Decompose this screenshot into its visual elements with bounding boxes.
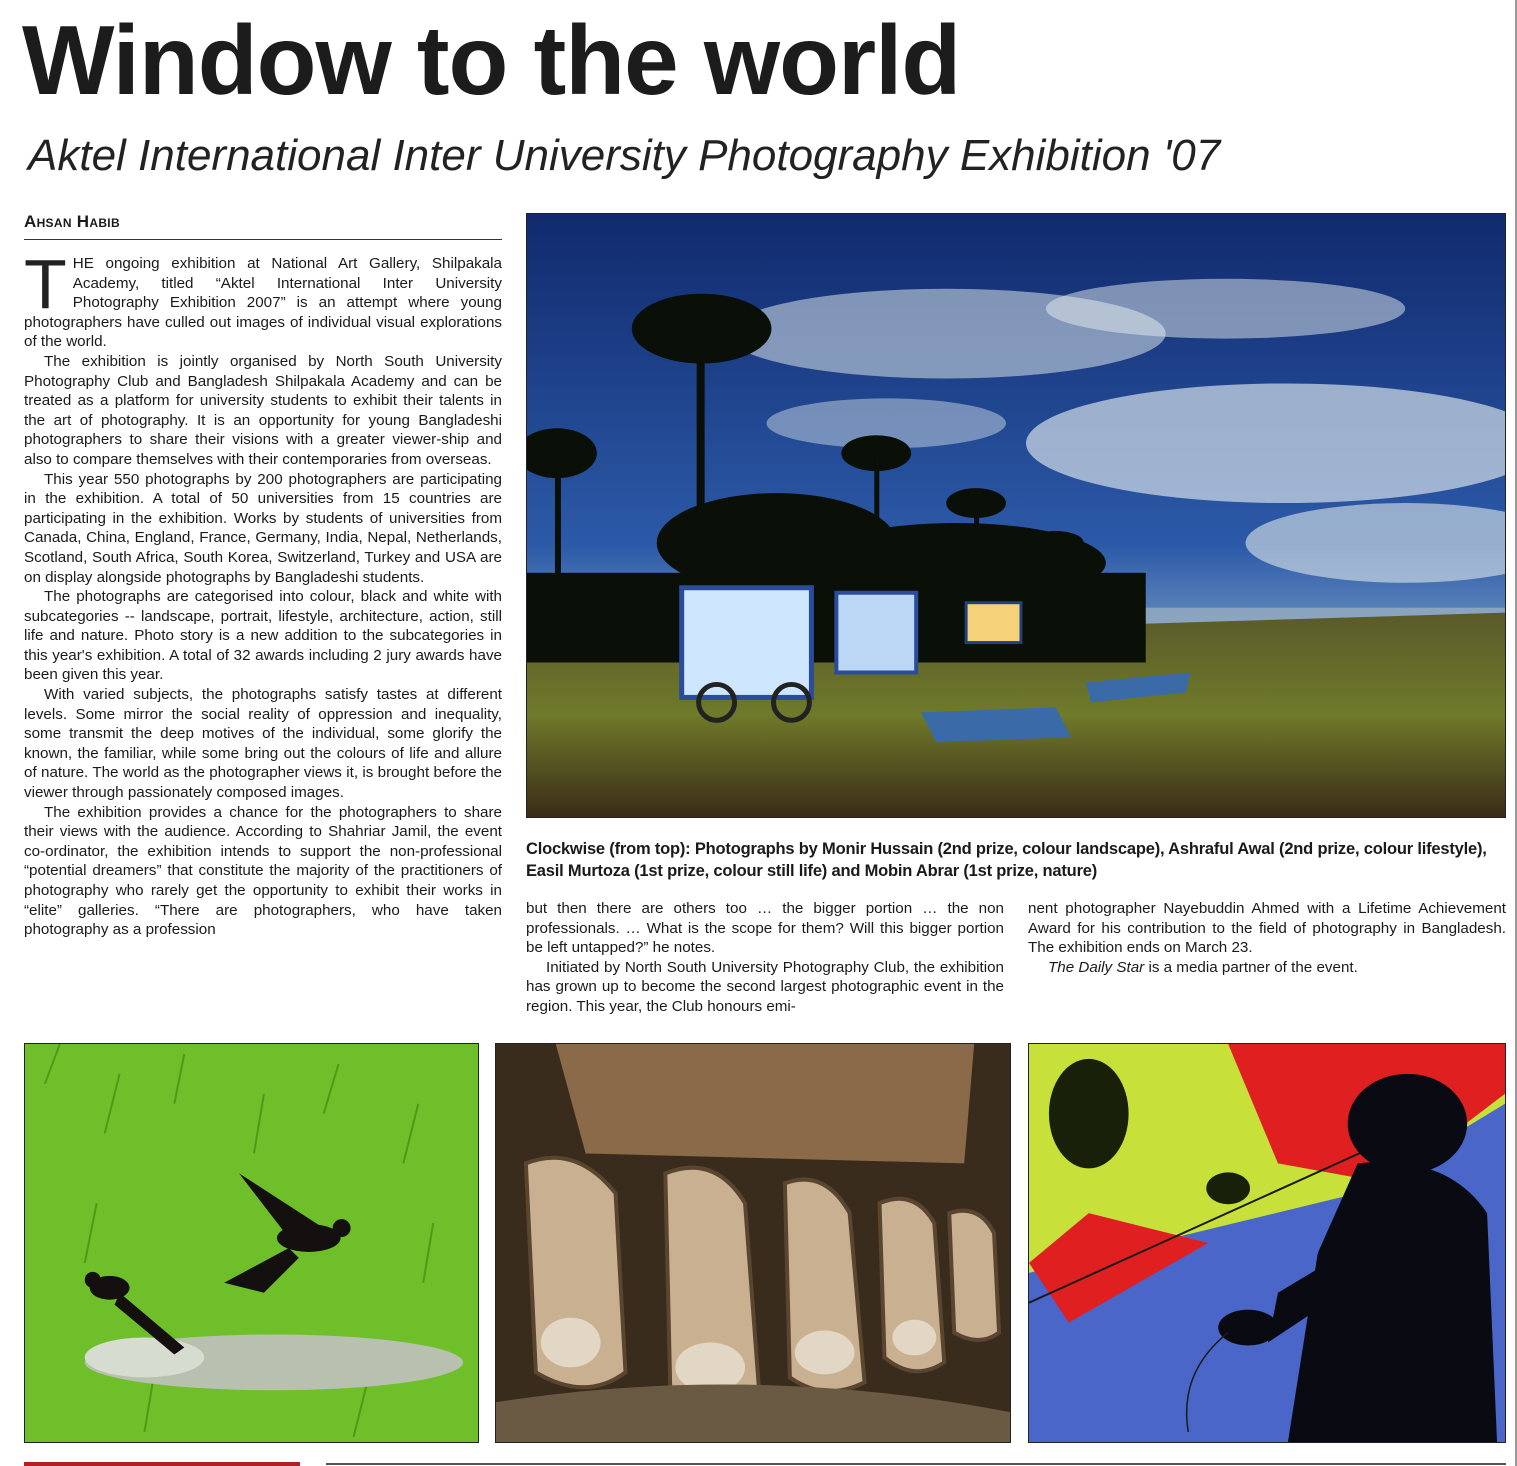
drop-cap: T bbox=[24, 254, 67, 323]
byline: Ahsan Habib bbox=[24, 212, 502, 240]
paragraph-5: With varied subjects, the photographs satisfy tastes at different levels. Some mirror the social reality of oppression and inequality, some transmit the deep motives of the individual, some glorify the known, the familiar, while some bring out the colours of life and allure of nature. The world as the photographer views it, is brought before the viewer through passionately composed images. bbox=[24, 686, 502, 802]
paragraph-1: THE ongoing exhibition at National Art Gallery, Shilpakala Academy, titled “Aktel International Inter University Photography Exhibition 2007” is an attempt where young photographers have culled out images of individual visual explorations of the world. bbox=[24, 254, 502, 351]
paragraph-7: but then there are others too … the bigger portion … the non professionals. … What is the scope for them? Will this bigger portion be left untapped?” he notes. bbox=[526, 900, 1004, 957]
subheadline: Aktel International Inter University Photography Exhibition '07 bbox=[28, 131, 1221, 180]
photo-birds-nature bbox=[24, 1043, 479, 1443]
paragraph-3: This year 550 photographs by 200 photographers are participating in the exhibition. A total of 50 universities from 15 countries are participating in the exhibition. Works by students of universities from Canada, China, England, France, Germany, India, Nepal, Netherlands, Scotland, South Africa, South Korea, Switzerland, Turkey and USA are on display alongside photographs by Bangladeshi students. bbox=[24, 470, 502, 586]
paragraph-10: The Daily Star is a media partner of the event. bbox=[1048, 958, 1358, 976]
article-column-3 bbox=[1028, 899, 1506, 989]
headline: Window to the world bbox=[22, 5, 961, 115]
paragraph-9: nent photographer Nayebuddin Ahmed with a Lifetime Achievement Award for his contribution to the field of photography in Bangladesh. The exhibition ends on March 23. bbox=[1028, 900, 1506, 957]
photo-kite-lifestyle bbox=[1028, 1043, 1506, 1443]
photo-night-beach bbox=[526, 213, 1506, 818]
photo-caption: Clockwise (from top): Photographs by Monir Hussain (2nd prize, colour landscape), Ashraful Awal (2nd prize, colour lifestyle), Easil Murtoza (1st prize, colour still life) and Mobin Abrar (1st prize, nature) bbox=[526, 840, 1487, 880]
footer-red-bar bbox=[24, 1462, 300, 1466]
photo-feet-still-life bbox=[495, 1043, 1011, 1443]
article-column-2 bbox=[526, 899, 1004, 1024]
paragraph-8: Initiated by North South University Photography Club, the exhibition has grown up to become the second largest photographic event in the region. This year, the Club honours emi- bbox=[526, 958, 1004, 1015]
paragraph-6: The exhibition provides a chance for the photographers to share their views with the audience. According to Shahriar Jamil, the event co-ordinator, the exhibition intends to support the non-professional “potential dreamers” that constitute the majority of the practitioners of photography who rarely get the opportunity to exhibit their works in “elite” galleries. “There are photographers, who have taken photography as a profession bbox=[24, 803, 502, 939]
article-column-1 bbox=[24, 254, 502, 1010]
footer-rule bbox=[326, 1463, 1506, 1465]
paragraph-2: The exhibition is jointly organised by North South University Photography Club and Bangladesh Shilpakala Academy and can be treated as a platform for university students to exhibit their talents in the art of photography. It is an opportunity for young Bangladeshi photographers to share their visions with a greater viewer-ship and also to compare themselves with their contemporaries from overseas. bbox=[24, 352, 502, 468]
paragraph-4: The photographs are categorised into colour, black and white with subcategories -- landscape, portrait, lifestyle, architecture, action, still life and nature. Photo story is a new addition to the subcategories in this year's exhibition. A total of 32 awards including 2 jury awards have been given this year. bbox=[24, 588, 502, 684]
